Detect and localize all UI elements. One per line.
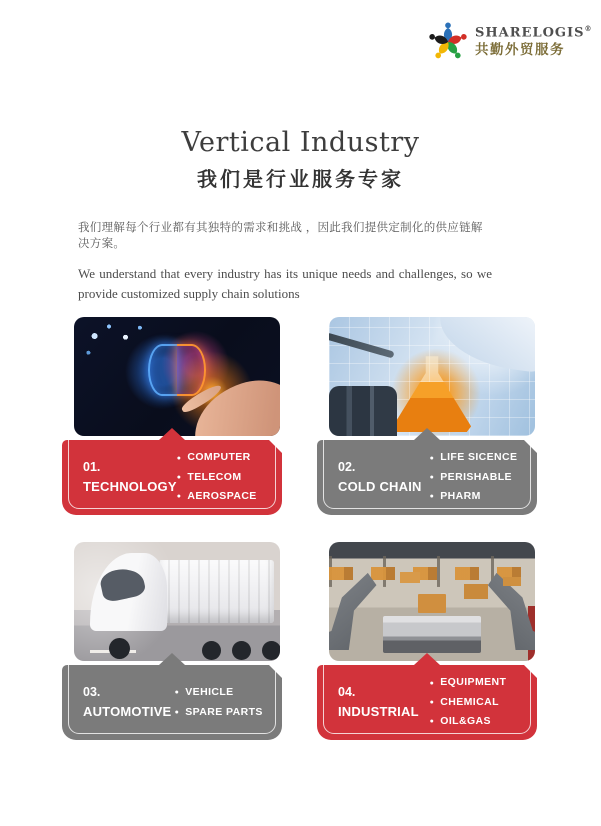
bullet-item <box>177 468 272 487</box>
intro-paragraph-english: We understand that every industry has its unique needs and challenges, so we provide customized supply chain solutions <box>78 266 492 302</box>
industry-bullet-list <box>175 683 272 722</box>
bullet-dot-icon: ● <box>176 454 182 462</box>
industry-name: TECHNOLOGY <box>83 479 177 495</box>
industry-number: 01. <box>83 459 101 474</box>
bullet-label: CHEMICAL <box>440 695 499 708</box>
section-title-english: Vertical Industry <box>181 127 420 158</box>
plate-notch-triangle <box>414 428 440 440</box>
plate-label <box>338 458 430 498</box>
section-title-chinese: 我们是行业服务专家 <box>197 169 404 191</box>
image-shape <box>158 560 273 623</box>
robot-arms-warehouse-image <box>329 542 535 661</box>
bullet-item <box>430 448 527 467</box>
industry-card-technology <box>62 317 282 515</box>
intro-paragraphs <box>78 219 492 304</box>
intro-paragraph-chinese: 我们理解每个行业都有其独特的需求和挑战 ，因此我们提供定制化的供应链解决方案。 <box>78 222 483 250</box>
plate-notch-triangle <box>414 653 440 665</box>
bullet-item <box>430 693 527 712</box>
plate-label <box>83 458 177 498</box>
plate-notch-triangle <box>159 653 185 665</box>
company-logo <box>428 22 593 62</box>
industry-plate-cold-chain <box>317 440 537 515</box>
bullet-label: TELECOM <box>187 470 242 483</box>
bullet-item <box>175 683 272 702</box>
bullet-item <box>430 712 527 731</box>
bullet-label: EQUIPMENT <box>440 676 507 689</box>
bullet-item <box>177 448 272 467</box>
bullet-dot-icon: ● <box>429 493 435 501</box>
bullet-dot-icon: ● <box>429 698 435 706</box>
ai-brain-technology-image <box>74 317 280 436</box>
laboratory-cold-chain-image <box>329 317 535 436</box>
image-shape <box>329 332 395 358</box>
image-shape <box>329 386 397 436</box>
bullet-item <box>175 703 272 722</box>
bullet-item <box>177 487 272 506</box>
bullet-dot-icon: ● <box>429 473 435 481</box>
bullet-label: LIFE SICENCE <box>440 451 518 464</box>
bullet-label: VEHICLE <box>185 686 234 699</box>
bullet-item <box>430 673 527 692</box>
logo-text <box>475 25 593 58</box>
image-shape <box>148 344 177 396</box>
semi-truck-image <box>74 542 280 661</box>
people-flower-logo-icon <box>428 22 468 62</box>
bullet-dot-icon: ● <box>176 473 182 481</box>
industry-plate-automotive <box>62 665 282 740</box>
plate-label <box>338 683 430 723</box>
bullet-label: PHARM <box>440 490 481 503</box>
bullet-item <box>430 487 527 506</box>
bullet-label: COMPUTER <box>187 451 251 464</box>
industry-bullet-list <box>430 448 527 506</box>
industry-card-automotive <box>62 542 282 740</box>
industry-name: INDUSTRIAL <box>338 704 419 720</box>
bullet-label: SPARE PARTS <box>185 705 263 718</box>
industry-bullet-list <box>430 673 527 731</box>
bullet-dot-icon: ● <box>174 689 180 697</box>
industry-card-industrial <box>317 542 537 740</box>
industry-name: COLD CHAIN <box>338 479 422 495</box>
industry-grid <box>62 317 537 740</box>
bullet-dot-icon: ● <box>429 718 435 726</box>
image-shape <box>418 594 446 613</box>
bullet-dot-icon: ● <box>429 679 435 687</box>
bullet-dot-icon: ● <box>429 454 435 462</box>
industry-number: 03. <box>83 684 101 699</box>
industry-plate-technology <box>62 440 282 515</box>
logo-tagline: 共勤外贸服务 <box>475 41 565 57</box>
industry-number: 02. <box>338 459 356 474</box>
industry-plate-industrial <box>317 665 537 740</box>
plate-notch-triangle <box>159 428 185 440</box>
bullet-dot-icon: ● <box>174 708 180 716</box>
bullet-dot-icon: ● <box>176 493 182 501</box>
image-shape <box>383 616 482 653</box>
bullet-label: AEROSPACE <box>187 490 257 503</box>
image-shape <box>393 356 471 432</box>
plate-label <box>83 683 175 723</box>
image-shape <box>435 317 535 373</box>
industry-number: 04. <box>338 684 356 699</box>
bullet-item <box>430 468 527 487</box>
bullet-label: PERISHABLE <box>440 470 512 483</box>
image-shape <box>109 638 130 659</box>
industry-card-cold-chain <box>317 317 537 515</box>
section-header <box>0 127 601 192</box>
registered-mark: ® <box>584 24 593 34</box>
logo-brand-name: SHARELOGIS® <box>475 24 593 41</box>
bullet-label: OIL&GAS <box>440 715 491 728</box>
image-shape <box>177 344 206 396</box>
industry-name: AUTOMOTIVE <box>83 704 172 720</box>
industry-bullet-list <box>177 448 272 506</box>
